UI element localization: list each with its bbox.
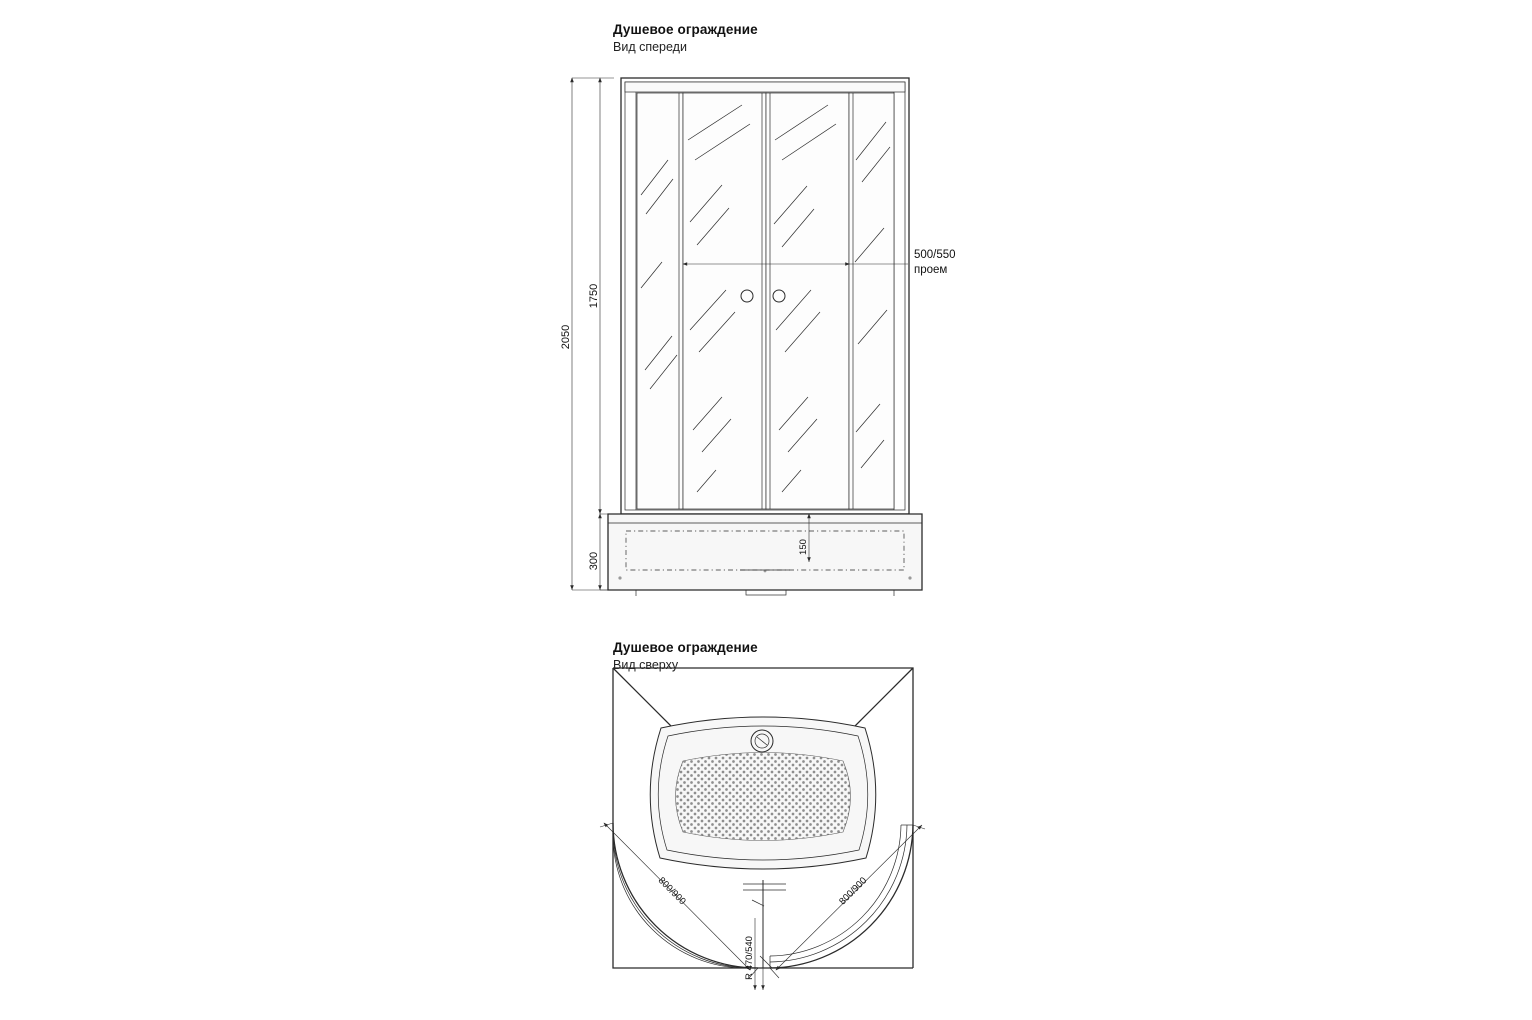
top-antislip-surface [676,753,851,841]
dimension-width-right-text: 800/900 [837,875,870,908]
front-view-drawing [560,78,956,596]
dimension-tray-height-text: 300 [588,551,600,571]
top-view-title: Душевое ограждение [613,640,758,655]
dimension-radius [744,918,763,990]
dimension-width-left-text: 800/900 [655,875,688,908]
dimension-tray-step-text: 150 [798,539,809,555]
front-shower-tray [608,514,922,596]
dimension-glass-height [588,78,618,514]
front-view-title: Душевое ограждение [613,22,758,37]
dimension-radius-text: R 470/540 [744,936,755,980]
dimension-opening-text: 500/550 [914,249,956,261]
front-glass-panels [637,93,894,509]
top-view-drawing [600,668,925,990]
front-view-subtitle: Вид спереди [613,40,687,55]
dimension-overall-height [560,78,614,590]
dimension-opening-label: проем [914,264,948,276]
dimension-overall-height-text: 2050 [560,324,572,350]
dimension-glass-height-text: 1750 [588,283,600,309]
top-view-subtitle: Вид сверху [613,658,679,673]
